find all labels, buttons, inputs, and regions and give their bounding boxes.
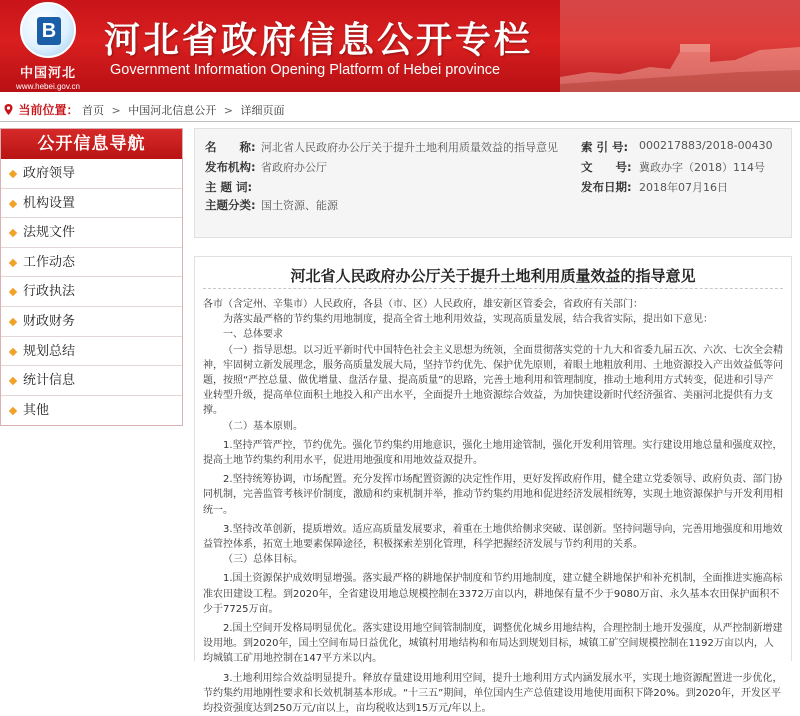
bullet-icon xyxy=(9,318,17,326)
article-paragraph: 3.坚持改革创新，提质增效。适应高质量发展要求，着重在土地供给侧求突破、谋创新。坚持问题导向，完善用地强度和用地效益管控体系，拓宽土地要素保障途径，积极探索差别化管理，科学把握经济发展与节约利用的关系。 xyxy=(203,523,783,551)
site-logo[interactable] xyxy=(10,2,86,90)
article-paragraph: 为落实最严格的节约集约用地制度，提高全省土地利用效益，实现高质量发展，结合我省实际，提出如下意见： xyxy=(223,314,713,326)
meta-category-value: 国土资源、能源 xyxy=(261,199,338,212)
hebei-logo-icon: B xyxy=(20,2,76,58)
bullet-icon xyxy=(9,377,17,385)
bullet-icon xyxy=(9,200,17,208)
meta-issuer-value: 省政府办公厅 xyxy=(261,161,327,174)
sidebar-item-statistics[interactable] xyxy=(1,366,182,396)
page-title: 河北省政府信息公开专栏 xyxy=(104,20,534,61)
bullet-icon xyxy=(9,170,17,178)
meta-row-subject xyxy=(195,179,791,197)
page-subtitle: Government Information Opening Platform of Hebei province xyxy=(110,62,501,78)
article-section-heading: （三）总体目标。 xyxy=(223,554,303,566)
sidebar-item-regulations[interactable] xyxy=(1,218,182,248)
article-title: 河北省人民政府办公厅关于提升土地利用质量效益的指导意见 xyxy=(203,257,783,289)
bullet-icon xyxy=(9,348,17,356)
article-section-heading: 一、总体要求 xyxy=(223,329,283,341)
article xyxy=(194,256,792,715)
meta-name-value: 河北省人民政府办公厅关于提升土地利用质量效益的指导意见 xyxy=(261,141,558,154)
meta-docno-label: 文 号: xyxy=(581,160,632,174)
meta-subject-label: 主 题 词: xyxy=(205,180,253,194)
breadcrumb-info-link[interactable]: 中国河北信息公开 xyxy=(128,104,217,117)
article-paragraph: 2.国土空间开发格局明显优化。落实建设用地空间管制制度，调整优化城乡用地结构，合理控制土地开发强度，从严控制新增建设用地。到2020年，国土空间布局日益优化，城镇村用地结构和布局达到规划目标，城镇工矿空间规模控制在1192万亩以内，人均城镇工矿用地控制在147平方米以内。 xyxy=(203,623,783,665)
sidebar-item-label: 行政执法 xyxy=(23,284,76,300)
sidebar-item-news[interactable] xyxy=(1,248,182,278)
bullet-icon xyxy=(9,229,17,237)
sidebar-item-enforcement[interactable] xyxy=(1,277,182,307)
meta-index-value: 000217883/2018-00430 xyxy=(639,139,773,152)
bullet-icon xyxy=(9,288,17,296)
sidebar-item-label: 统计信息 xyxy=(23,373,76,389)
sidebar-heading: 公开信息导航 xyxy=(1,129,182,159)
logo-text: 中国河北 xyxy=(19,66,76,81)
breadcrumb-current: 详细页面 xyxy=(240,104,285,117)
sidebar-item-leaders[interactable] xyxy=(1,159,182,189)
sidebar-item-label: 政府领导 xyxy=(23,166,76,181)
meta-index-label: 索 引 号: xyxy=(581,140,629,154)
breadcrumb xyxy=(0,100,800,122)
logo-url: www.hebei.gov.cn xyxy=(16,82,80,91)
sidebar-item-label: 其他 xyxy=(23,402,50,418)
meta-row-issuer xyxy=(195,159,791,177)
meta-issuer-label: 发布机构: xyxy=(205,160,256,174)
article-paragraph: 1.坚持严管严控，节约优先。强化节约集约用地意识，强化土地用途管制，强化开发利用管理。实行建设用地总量和强度双控，提高土地节约集约利用水平，促进用地强度和用地效益双提升。 xyxy=(203,439,783,467)
meta-row-category xyxy=(195,197,791,215)
breadcrumb-home-link[interactable]: 首页 xyxy=(82,104,105,117)
sidebar-item-organization[interactable] xyxy=(1,189,182,219)
meta-name-label: 名 称: xyxy=(205,140,256,154)
sidebar-item-label: 规划总结 xyxy=(23,343,76,359)
sidebar-item-label: 工作动态 xyxy=(23,254,76,270)
meta-row-name xyxy=(195,139,791,157)
bullet-icon xyxy=(9,407,17,415)
article-paragraph: 各市（含定州、辛集市）人民政府，各县（市、区）人民政府，雄安新区管委会，省政府有关部门： xyxy=(203,299,643,310)
sidebar-item-label: 法规文件 xyxy=(23,225,76,241)
sidebar-item-other[interactable] xyxy=(1,396,182,426)
article-section-heading: （二）基本原则。 xyxy=(223,420,303,432)
document-meta xyxy=(194,128,792,238)
location-pin-icon xyxy=(4,104,13,115)
meta-docno-value: 冀政办字（2018）114号 xyxy=(639,161,765,174)
sidebar-item-label: 机构设置 xyxy=(23,195,76,211)
article-paragraph: 2.坚持统筹协调，市场配置。充分发挥市场配置资源的决定性作用，更好发挥政府作用，健全建立党委领导、政府负责、部门协同机制，完善监管考核评价制度，激励和约束机制并举，推动节约集约用地和促进经济发展相统筹，实现土地资源保护与开发利用相统一。 xyxy=(203,474,783,516)
article-body xyxy=(195,289,791,716)
meta-category-label: 主题分类: xyxy=(205,198,256,212)
great-wall-image xyxy=(560,32,800,92)
sidebar-nav xyxy=(0,128,183,426)
meta-date-value: 2018年07月16日 xyxy=(639,181,728,194)
sidebar-item-label: 财政财务 xyxy=(23,313,76,329)
meta-date-label: 发布日期: xyxy=(581,180,632,194)
breadcrumb-label: 当前位置： xyxy=(18,103,79,117)
article-paragraph: 3.土地利用综合效益明显提升。释放存量建设用地利用空间，提升土地利用方式内涵发展水平，实现土地资源配置进一步优化，节约集约用地刚性要求和长效机制基本形成。“十三五”期间，单位国内生产总值建设用地使用面积下降20%。到2020年，开发区平均投资强度达到250万元/亩以上，亩均税收达到15万元/年以上。 xyxy=(203,672,783,715)
sidebar-item-planning[interactable] xyxy=(1,337,182,367)
bullet-icon xyxy=(9,259,17,267)
article-paragraph: 1.国土资源保护成效明显增强。落实最严格的耕地保护制度和节约用地制度，建立健全耕地保护和补充机制，全面推进实施高标准农田建设工程。到2020年，全省建设用地总规模控制在3372万亩以内，耕地保有量不少于9080万亩、永久基本农田保护面积不少于7725万亩。 xyxy=(203,573,783,615)
breadcrumb-separator: > xyxy=(223,104,233,117)
sidebar-item-finance[interactable] xyxy=(1,307,182,337)
article-paragraph: （一）指导思想。以习近平新时代中国特色社会主义思想为统领，全面贯彻落实党的十九大和省委九届五次、六次、七次全会精神，牢固树立新发展理念，服务高质量发展大局，坚持节约优先、保护优先原则，着眼土地粗放利用、土地资源投入产出效益低等问题，按照“严控总量、做优增量、盘活存量、提高质量”的思路，完善土地利用和管理制度，推动土地利用方式转变，促进和引导产业转型升级，提高单位面积土地投入和产出水平，全面提升土地资源综合效益，为加快建设新时代经济强省、美丽河北提供有力支撑。 xyxy=(203,344,783,417)
header-banner xyxy=(0,0,800,92)
breadcrumb-separator: > xyxy=(111,104,121,117)
